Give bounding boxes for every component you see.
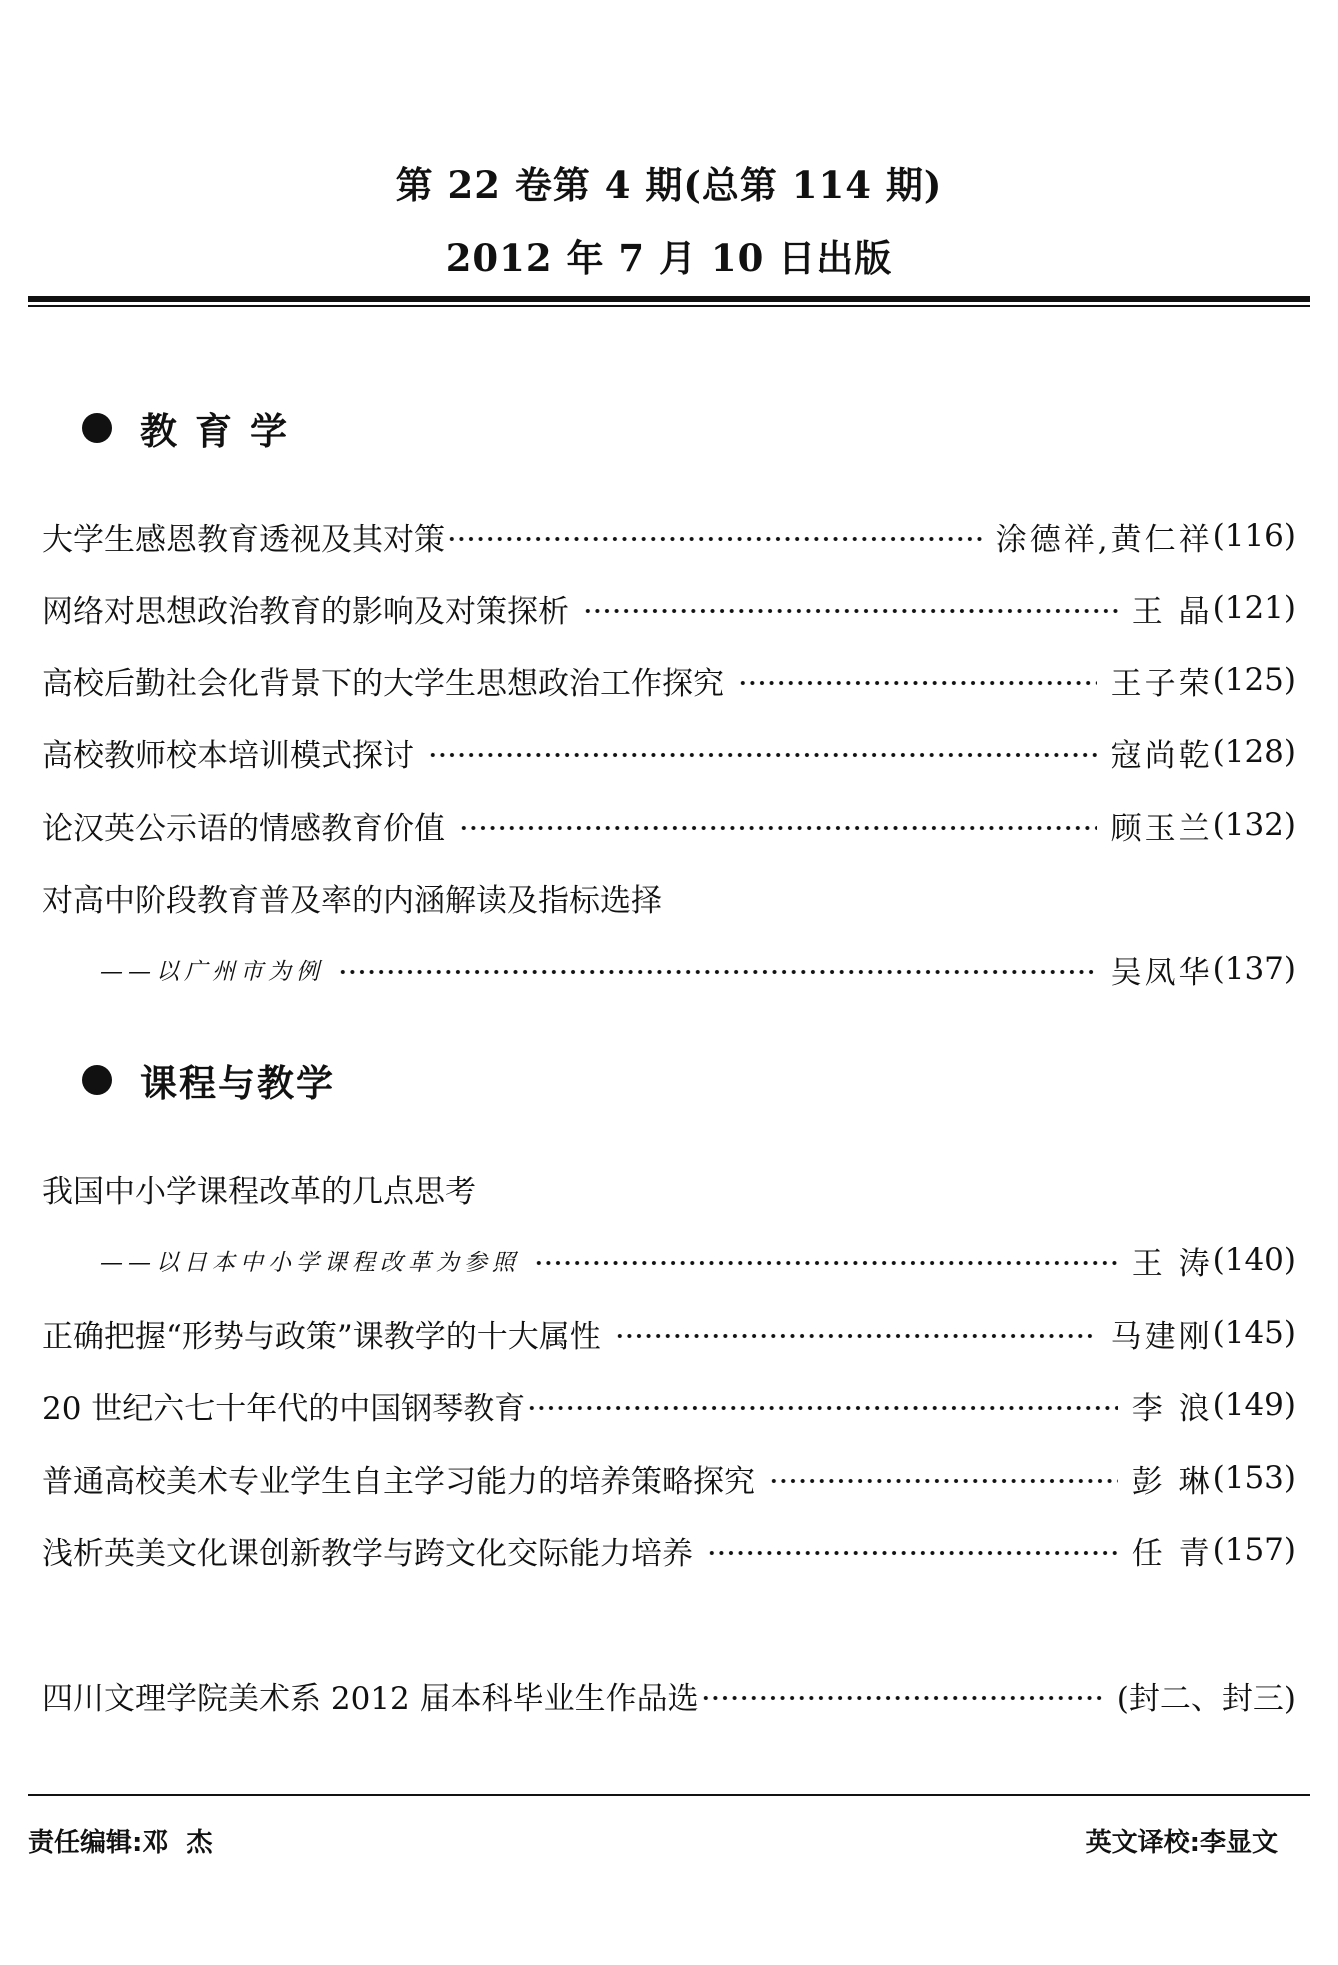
leader-dots <box>534 1245 1118 1275</box>
publication-date: 2012 年 7 月 10 日出版 <box>445 236 893 280</box>
article-author: 吴凤华 <box>1110 954 1213 991</box>
article-page: (140) <box>1212 1242 1296 1278</box>
leader-dots <box>459 810 1097 840</box>
toc-entry[interactable] <box>42 1309 1296 1357</box>
leader-dots <box>428 737 1097 767</box>
toc-entry[interactable] <box>42 1381 1296 1429</box>
toc-entry[interactable] <box>42 656 1296 704</box>
editor-credit: 责任编辑:邓 杰 <box>28 1828 213 1858</box>
article-page: (157) <box>1212 1532 1296 1568</box>
article-author: 彭 琳 <box>1131 1463 1213 1500</box>
toc-entry[interactable] <box>42 1164 1296 1212</box>
article-subtitle: ——以广州市为例 <box>100 958 324 985</box>
article-title: 正确把握“形势与政策”课教学的十大属性 <box>42 1318 601 1355</box>
article-author: 任 青 <box>1131 1535 1213 1572</box>
article-title: 普通高校美术专业学生自主学习能力的培养策略探究 <box>42 1463 755 1500</box>
section-title: 课程与教学 <box>140 1062 335 1105</box>
article-author: 马建刚 <box>1110 1318 1213 1355</box>
toc-entry[interactable] <box>42 1671 1296 1719</box>
article-title: 对高中阶段教育普及率的内涵解读及指标选择 <box>42 882 662 919</box>
article-author: 涂德祥,黄仁祥 <box>995 521 1213 558</box>
toc-entry[interactable] <box>42 1526 1296 1574</box>
article-page: (128) <box>1212 734 1296 770</box>
toc-entry-subtitle[interactable] <box>100 1236 1296 1284</box>
article-page: (125) <box>1212 662 1296 698</box>
article-author: 顾玉兰 <box>1110 810 1213 847</box>
toc-entry[interactable] <box>42 1454 1296 1502</box>
toc-entry[interactable] <box>42 728 1296 776</box>
article-author: 王子荣 <box>1110 665 1213 702</box>
leader-dots <box>447 521 982 551</box>
translator-credit: 英文译校:李显文 <box>1085 1828 1278 1858</box>
article-page: (149) <box>1212 1387 1296 1423</box>
section-heading <box>82 403 305 453</box>
article-title: 高校后勤社会化背景下的大学生思想政治工作探究 <box>42 665 724 702</box>
article-author: 王 晶 <box>1131 593 1213 630</box>
bullet-icon <box>82 413 112 443</box>
article-title: 论汉英公示语的情感教育价值 <box>42 810 445 847</box>
article-page: (145) <box>1212 1315 1296 1351</box>
article-author: 寇尚乾 <box>1110 737 1213 774</box>
article-title: 四川文理学院美术系 2012 届本科毕业生作品选 <box>42 1680 699 1717</box>
article-page: (153) <box>1212 1460 1296 1496</box>
header-rule-thin <box>28 305 1310 307</box>
toc-entry[interactable] <box>42 873 1296 921</box>
article-page: (封二、封三) <box>1116 1680 1296 1717</box>
article-title: 大学生感恩教育透视及其对策 <box>42 521 445 558</box>
bullet-icon <box>82 1065 112 1095</box>
article-author: 李 浪 <box>1131 1390 1213 1427</box>
section-heading <box>82 1055 335 1105</box>
article-page: (132) <box>1212 807 1296 843</box>
leader-dots <box>707 1535 1118 1565</box>
toc-entry[interactable] <box>42 584 1296 632</box>
leader-dots <box>338 954 1097 984</box>
leader-dots <box>527 1390 1117 1420</box>
article-page: (116) <box>1212 518 1296 554</box>
leader-dots <box>583 593 1118 623</box>
article-title: 高校教师校本培训模式探讨 <box>42 737 414 774</box>
article-title: 网络对思想政治教育的影响及对策探析 <box>42 593 569 630</box>
article-page: (137) <box>1212 951 1296 987</box>
article-page: (121) <box>1212 590 1296 626</box>
leader-dots <box>769 1463 1118 1493</box>
toc-entry[interactable] <box>42 801 1296 849</box>
article-title: 20 世纪六七十年代的中国钢琴教育 <box>42 1390 526 1427</box>
leader-dots <box>738 665 1097 695</box>
leader-dots <box>615 1318 1097 1348</box>
section-title: 教育学 <box>140 410 305 453</box>
toc-entry-subtitle[interactable] <box>100 945 1296 993</box>
header-rule <box>28 296 1310 302</box>
article-title: 我国中小学课程改革的几点思考 <box>42 1173 476 1210</box>
issue-number: 第 22 卷第 4 期(总第 114 期) <box>395 163 943 207</box>
article-title: 浅析英美文化课创新教学与跨文化交际能力培养 <box>42 1535 693 1572</box>
article-author: 王 涛 <box>1131 1245 1213 1282</box>
footer-rule <box>28 1794 1310 1796</box>
article-subtitle: ——以日本中小学课程改革为参照 <box>100 1249 520 1276</box>
leader-dots <box>701 1680 1103 1710</box>
toc-entry[interactable] <box>42 512 1296 560</box>
